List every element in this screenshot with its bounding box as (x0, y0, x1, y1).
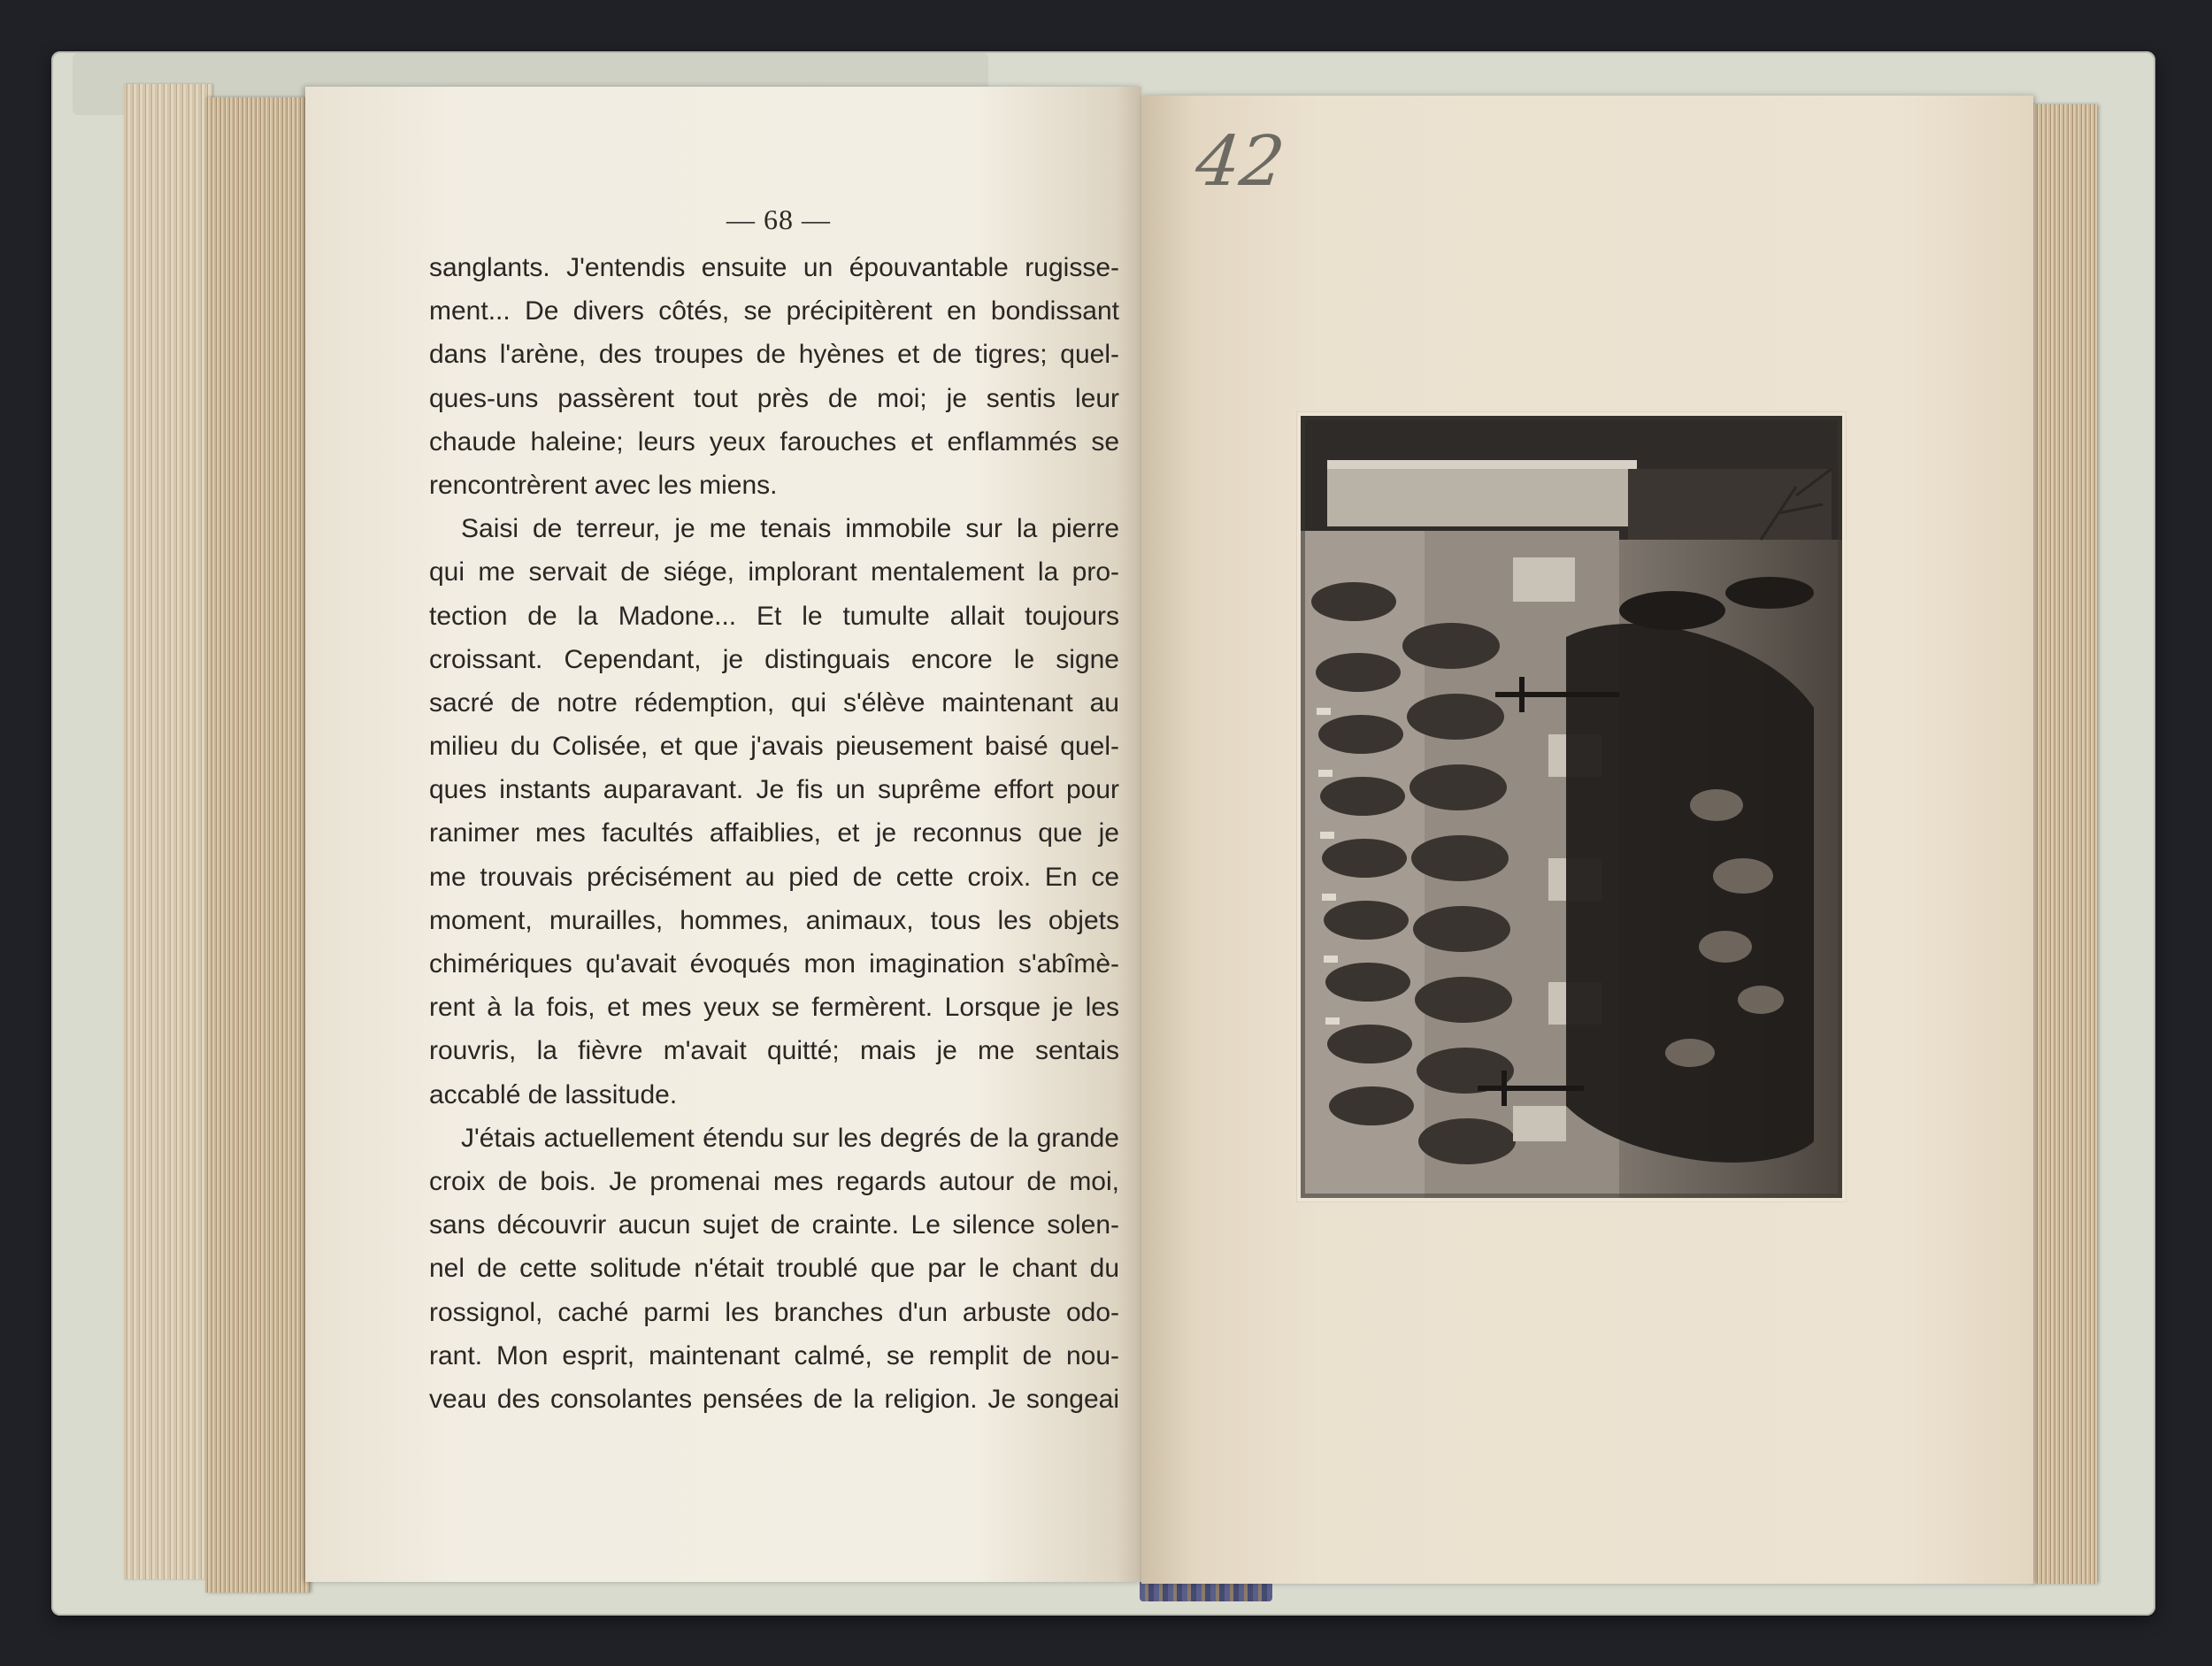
page-text (429, 246, 1119, 1421)
text-line: rouvris, la fièvre m'avait quitté; mais je me sentais (429, 1036, 1119, 1066)
text-line: accablé de lassitude. (429, 1079, 678, 1109)
page-number: — 68 — (726, 203, 831, 235)
colosseum-procession-photograph (1301, 416, 1842, 1198)
text-line: dans l'arène, des troupes de hyènes et de tigres; quel- (429, 340, 1119, 370)
text-line: veau des consolantes pensées de la religion. Je songeai (429, 1384, 1119, 1414)
text-line: sanglants. J'entendis ensuite un épouvantable rugisse- (429, 253, 1119, 282)
text-line: rant. Mon esprit, maintenant calmé, se remplit de nou- (429, 1340, 1119, 1370)
text-line: me trouvais précisément au pied de cette croix. En ce (429, 862, 1119, 892)
text-line: ranimer mes facultés affaiblies, et je reconnus que je (429, 818, 1119, 848)
text-line: J'étais actuellement étendu sur les degrés de la grande (461, 1123, 1119, 1153)
text-line: Saisi de terreur, je me tenais immobile sur la pierre (461, 514, 1119, 544)
text-line: ment... De divers côtés, se précipitèrent en bondissant (429, 296, 1119, 326)
text-line: rossignol, caché parmi les branches d'un arbuste odo- (429, 1297, 1119, 1327)
text-line: rent à la fois, et mes yeux se fermèrent. Lorsque je les (429, 993, 1119, 1023)
text-line: ques instants auparavant. Je fis un suprême effort pour (429, 775, 1119, 805)
text-line: chaude haleine; leurs yeux farouches et enflammés se (429, 426, 1119, 457)
page-edges-left-outer (124, 84, 212, 1579)
page-edges-left-inner (205, 97, 310, 1593)
text-line: ques-uns passèrent tout près de moi; je sentis leur (429, 383, 1119, 413)
text-line: croix de bois. Je promenai mes regards autour de moi, (429, 1166, 1119, 1196)
text-line: rencontrèrent avec les miens. (429, 470, 778, 500)
page-edges-right (2031, 104, 2097, 1584)
text-line: sans découvrir aucun sujet de crainte. Le silence solen- (429, 1210, 1119, 1240)
text-line: nel de cette solitude n'était troublé que par le chant du (429, 1254, 1119, 1284)
text-line: tection de la Madone... Et le tumulte allait toujours (429, 601, 1119, 631)
text-line: milieu du Colisée, et que j'avais pieusement baisé quel- (429, 732, 1119, 762)
text-line: sacré de notre rédemption, qui s'élève maintenant au (429, 687, 1119, 718)
text-line: qui me servait de siége, implorant mentalement la pro- (429, 557, 1119, 587)
text-line: chimériques qu'avait évoqués mon imagination s'abîmè- (429, 949, 1119, 979)
text-line: moment, murailles, hommes, animaux, tous les objets (429, 905, 1119, 935)
text-line: croissant. Cependant, je distinguais encore le signe (429, 644, 1119, 674)
photograph-image (1301, 416, 1842, 1198)
handwritten-folio-number: 42 (1192, 122, 1288, 202)
